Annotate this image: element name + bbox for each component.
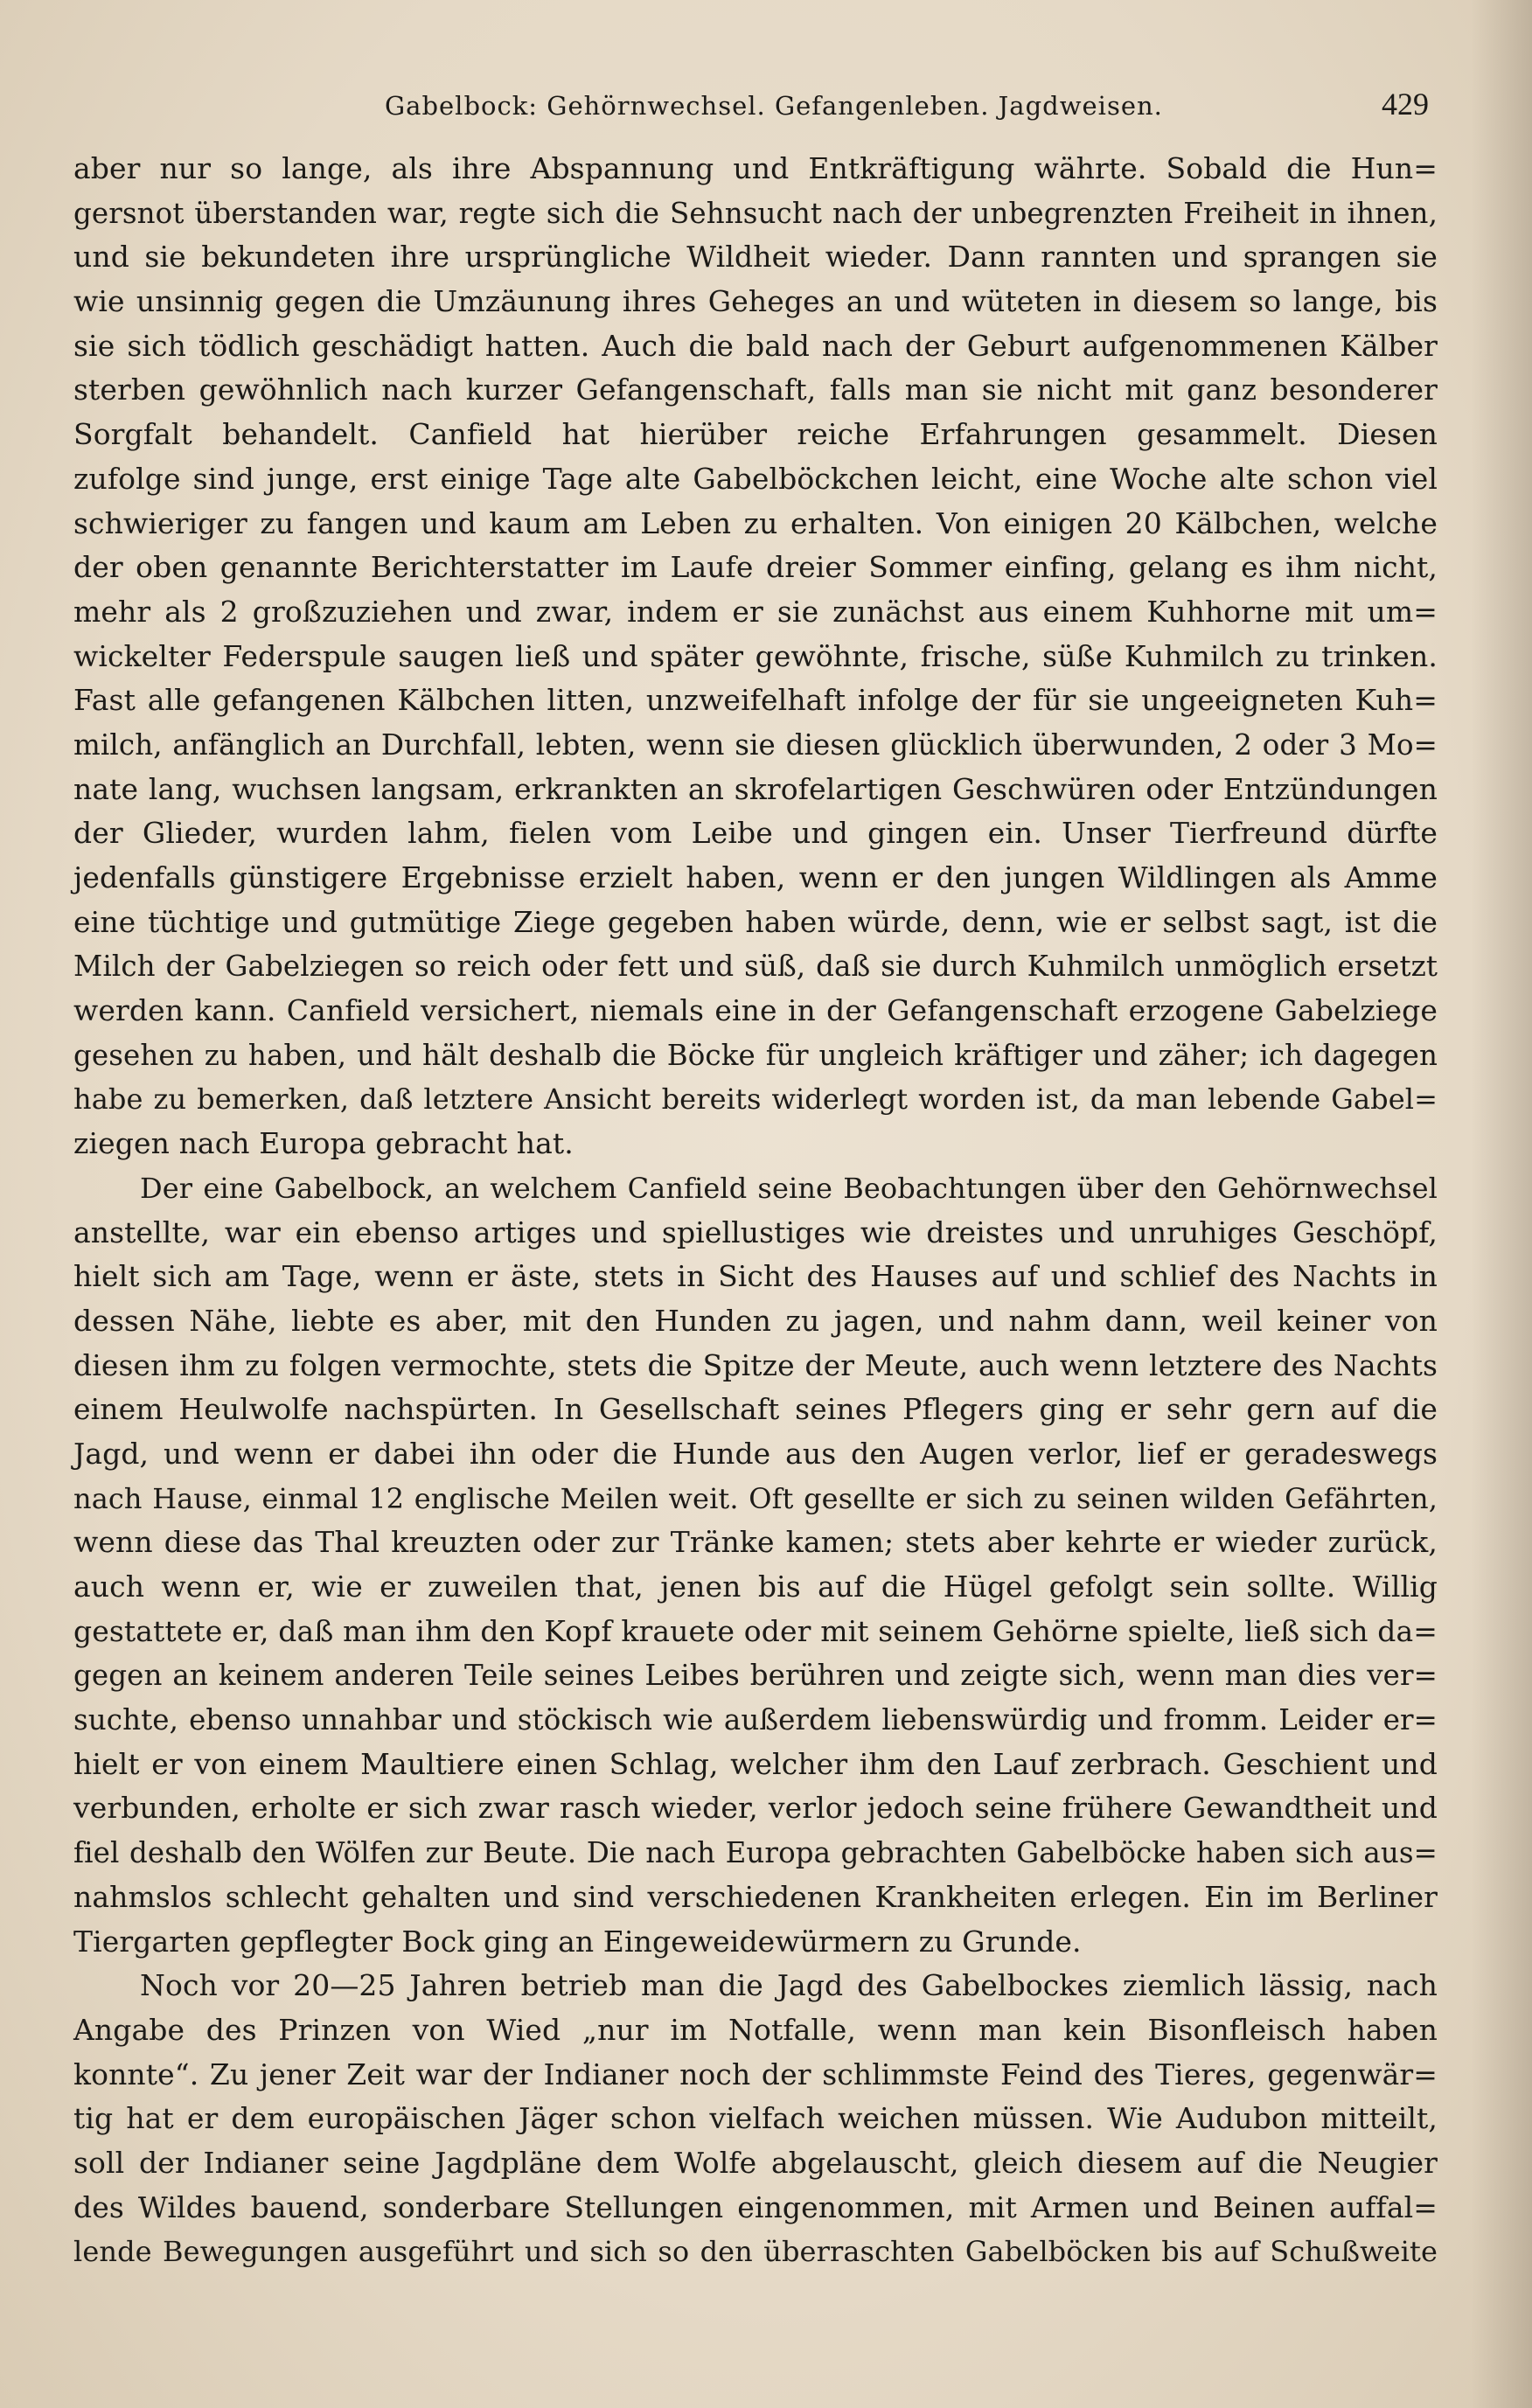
text-line: lende Bewegungen ausgeführt und sich so den überraschten Gabelböcken bis auf Schußweite [73, 2235, 1438, 2269]
text-line: schwieriger zu fangen und kaum am Leben zu erhalten. Von einigen 20 Kälbchen, welche [73, 505, 1438, 540]
text-line: auch wenn er, wie er zuweilen that, jenen bis auf die Hügel gefolgt sein sollte. Willig [73, 1569, 1438, 1604]
text-line: einem Heulwolfe nachspürten. In Gesellschaft seines Pflegers ging er sehr gern auf die [73, 1392, 1438, 1427]
text-line: fiel deshalb den Wölfen zur Beute. Die nach Europa gebrachten Gabelböcke haben sich aus= [73, 1836, 1438, 1870]
text-line: sie sich tödlich geschädigt hatten. Auch die bald nach der Geburt aufgenommenen Kälber [73, 328, 1438, 363]
text-line: soll der Indianer seine Jagdpläne dem Wolfe abgelauscht, gleich diesem auf die Neugier [73, 2145, 1438, 2180]
text-line: konnte“. Zu jener Zeit war der Indianer noch der schlimmste Feind des Tieres, gegenwär= [73, 2057, 1438, 2091]
text-line: Fast alle gefangenen Kälbchen litten, unzweifelhaft infolge der für sie ungeeigneten Kuh= [73, 683, 1438, 718]
text-line: Noch vor 20—25 Jahren betrieb man die Jagd des Gabelbockes ziemlich lässig, nach [140, 1968, 1438, 2003]
text-line: wenn diese das Thal kreuzten oder zur Tränke kamen; stets aber kehrte er wieder zurück, [73, 1525, 1438, 1560]
text-line: Angabe des Prinzen von Wied „nur im Notfalle, wenn man kein Bisonfleisch haben [73, 2012, 1438, 2047]
text-line: aber nur so lange, als ihre Abspannung und Entkräftigung währte. Sobald die Hun= [73, 151, 1438, 185]
text-line: Tiergarten gepflegter Bock ging an Eingeweidewürmern zu Grunde. [73, 1924, 1082, 1959]
text-line: wie unsinnig gegen die Umzäunung ihres Geheges an und wüteten in diesem so lange, bis [73, 284, 1438, 319]
spine-shadow [1471, 0, 1532, 2408]
text-line: gersnot überstanden war, regte sich die Sehnsucht nach der unbegrenzten Freiheit in ihnen, [73, 196, 1438, 230]
text-line: anstellte, war ein ebenso artiges und spiellustiges wie dreistes und unruhiges Geschöpf, [73, 1214, 1438, 1249]
text-line: eine tüchtige und gutmütige Ziege gegeben haben würde, denn, wie er selbst sagt, ist die [73, 904, 1438, 939]
text-line: sterben gewöhnlich nach kurzer Gefangenschaft, falls man sie nicht mit ganz besonderer [73, 372, 1438, 407]
text-line: hielt er von einem Maultiere einen Schlag, welcher ihm den Lauf zerbrach. Geschient und [73, 1746, 1438, 1781]
running-title: Gabelbock: Gehörnwechsel. Gefangenleben. Jagdweisen. [385, 91, 1163, 121]
text-line: habe zu bemerken, daß letztere Ansicht bereits widerlegt worden ist, da man lebende Gabel= [73, 1082, 1438, 1117]
text-line: dessen Nähe, liebte es aber, mit den Hunden zu jagen, und nahm dann, weil keiner von [73, 1303, 1438, 1338]
text-line: gegen an keinem anderen Teile seines Leibes berühren und zeigte sich, wenn man dies ver= [73, 1659, 1438, 1693]
text-line: nahmslos schlecht gehalten und sind verschiedenen Krankheiten erlegen. Ein im Berliner [73, 1879, 1438, 1914]
text-line: diesen ihm zu folgen vermochte, stets die Spitze der Meute, auch wenn letztere des Nachts [73, 1347, 1438, 1382]
text-line: nate lang, wuchsen langsam, erkrankten an skrofelartigen Geschwüren oder Entzündungen [73, 771, 1438, 806]
text-line: der Glieder, wurden lahm, fielen vom Leibe und gingen ein. Unser Tierfreund dürfte [73, 816, 1438, 851]
page-number: 429 [1382, 87, 1429, 122]
text-line: Milch der Gabelziegen so reich oder fett und süß, daß sie durch Kuhmilch unmöglich ersetzt [73, 950, 1438, 984]
text-line: wickelter Federspule saugen ließ und später gewöhnte, frische, süße Kuhmilch zu trinken. [73, 638, 1438, 673]
text-line: nach Hause, einmal 12 englische Meilen weit. Oft gesellte er sich zu seinen wilden Gefährten, [73, 1481, 1438, 1515]
text-line: tig hat er dem europäischen Jäger schon vielfach weichen müssen. Wie Audubon mitteilt, [73, 2101, 1438, 2136]
text-line: hielt sich am Tage, wenn er äste, stets in Sicht des Hauses auf und schlief des Nachts in [73, 1259, 1438, 1294]
text-line: ziegen nach Europa gebracht hat. [73, 1126, 574, 1161]
text-line: des Wildes bauend, sonderbare Stellungen eingenommen, mit Armen und Beinen auffal= [73, 2189, 1438, 2224]
text-line: werden kann. Canfield versichert, niemals eine in der Gefangenschaft erzogene Gabelziege [73, 993, 1438, 1028]
text-line: der oben genannte Berichterstatter im Laufe dreier Sommer einfing, gelang es ihm nicht, [73, 550, 1438, 585]
text-line: jedenfalls günstigere Ergebnisse erzielt haben, wenn er den jungen Wildlingen als Amme [73, 860, 1438, 894]
text-line: Sorgfalt behandelt. Canfield hat hierüber reiche Erfahrungen gesammelt. Diesen [73, 417, 1438, 452]
text-line: gesehen zu haben, und hält deshalb die Böcke für ungleich kräftiger und zäher; ich dagegen [73, 1038, 1438, 1072]
text-line: und sie bekundeten ihre ursprüngliche Wildheit wieder. Dann rannten und sprangen sie [73, 240, 1438, 275]
text-line: milch, anfänglich an Durchfall, lebten, wenn sie diesen glücklich überwunden, 2 oder 3 Mo= [73, 727, 1438, 762]
text-line: Jagd, und wenn er dabei ihn oder die Hunde aus den Augen verlor, lief er geradeswegs [73, 1436, 1438, 1471]
text-line: gestattete er, daß man ihm den Kopf krauete oder mit seinem Gehörne spielte, ließ sich da= [73, 1613, 1438, 1648]
text-line: suchte, ebenso unnahbar und stöckisch wie außerdem liebenswürdig und fromm. Leider er= [73, 1703, 1438, 1737]
text-line: verbunden, erholte er sich zwar rasch wieder, verlor jedoch seine frühere Gewandtheit und [73, 1791, 1438, 1826]
body-text [73, 147, 1438, 2274]
text-line: mehr als 2 großzuziehen und zwar, indem er sie zunächst aus einem Kuhhorne mit um= [73, 594, 1438, 629]
text-line: zufolge sind junge, erst einige Tage alte Gabelböckchen leicht, eine Woche alte schon viel [73, 461, 1438, 496]
text-line: Der eine Gabelbock, an welchem Canfield seine Beobachtungen über den Gehörnwechsel [140, 1171, 1438, 1205]
